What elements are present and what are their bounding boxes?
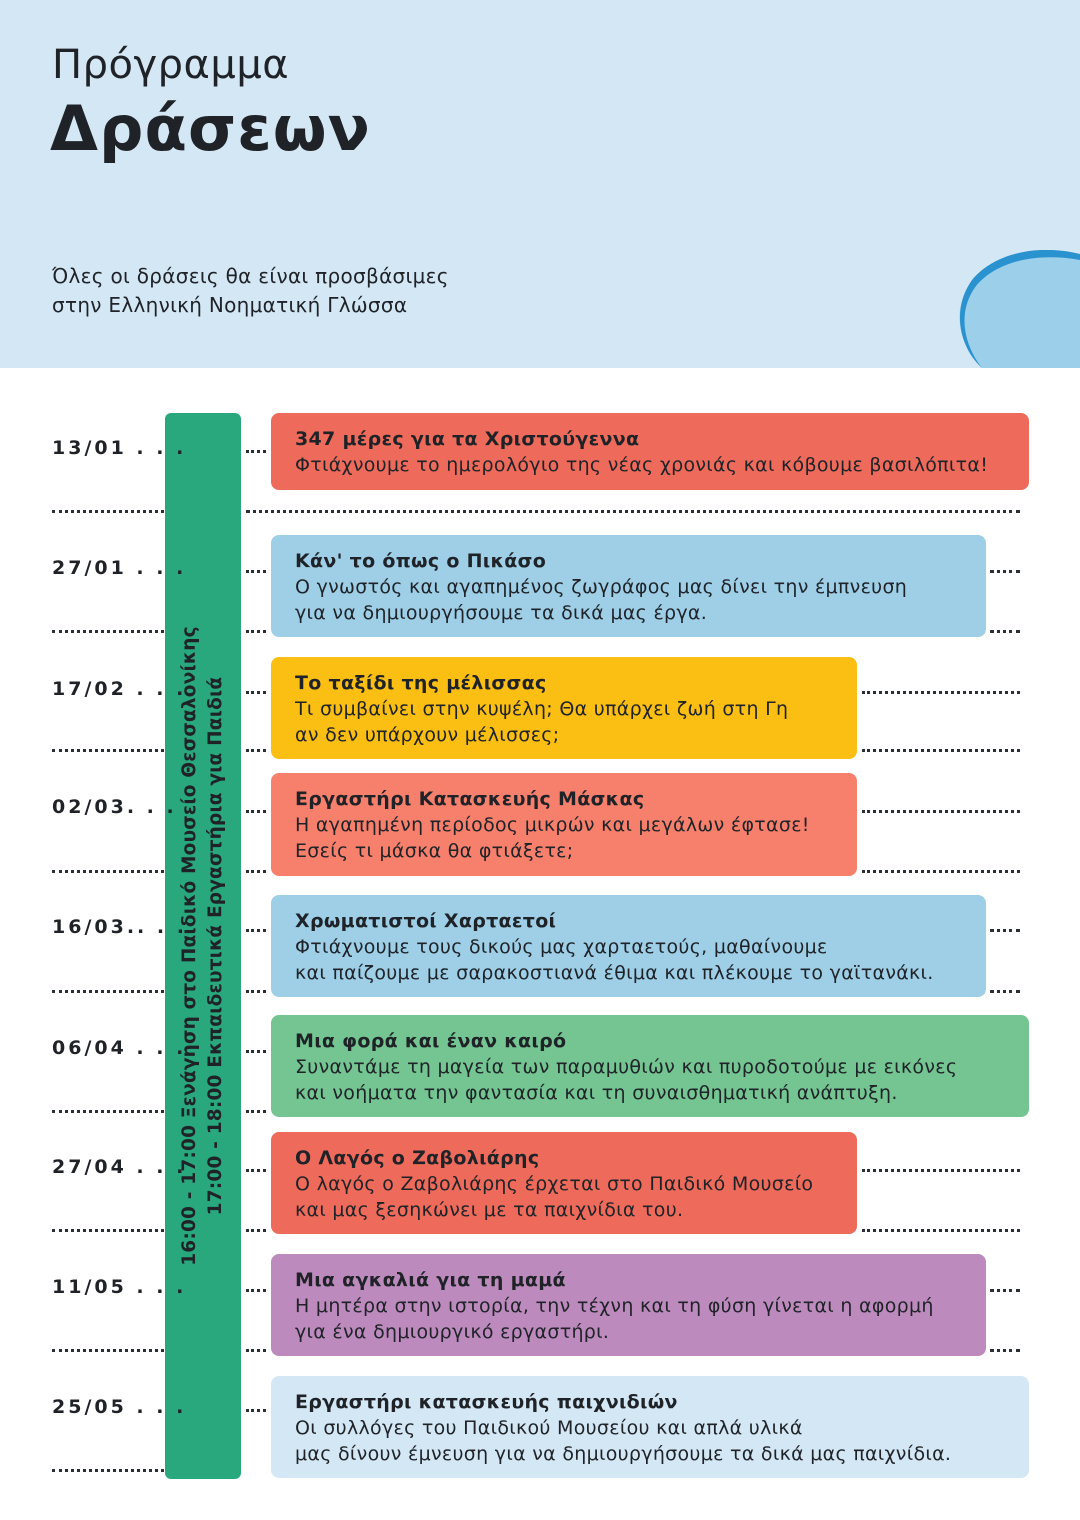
dotted-separator [52,1110,164,1113]
dotted-connector [990,929,1020,932]
subtitle-line2: στην Ελληνική Νοηματική Γλώσσα [52,293,408,317]
dotted-separator [246,1349,266,1352]
dotted-separator [52,870,164,873]
dotted-separator [52,749,164,752]
dotted-separator [52,990,164,993]
event-description: Οι συλλόγες του Παιδικού Μουσείου και απλά υλικά μας δίνουν έμνευση για να δημιουργήσουμε τα δικά μας παιχνίδια. [295,1417,952,1465]
event-card [271,1376,1029,1478]
header-banner [0,0,1080,368]
dotted-connector [862,810,1020,813]
dotted-connector [990,1289,1020,1292]
dotted-separator [52,1229,164,1232]
dotted-connector [246,1050,266,1053]
dotted-separator [52,1349,164,1352]
event-description: Ο λαγός ο Ζαβολιάρης έρχεται στο Παιδικό Μουσείο και μας ξεσηκώνει με τα παιχνίδια του. [295,1173,814,1221]
event-date: 25/05 . . . [52,1396,187,1418]
event-card [271,773,857,876]
dotted-separator [990,990,1020,993]
dotted-separator [990,630,1020,633]
event-date: 06/04 . . . [52,1037,187,1059]
event-title: Ο Λαγός ο Ζαβολιάρης [295,1147,540,1169]
page-title-line2: Δράσεων [50,92,371,165]
dotted-separator [246,749,266,752]
event-title: 347 μέρες για τα Χριστούγεννα [295,428,640,450]
sidebar-line2: 17:00 - 18:00 Εκπαιδευτικά Εργαστήρια για Παιδιά [205,676,226,1216]
dotted-connector [862,691,1020,694]
event-date: 27/01 . . . [52,557,187,579]
event-description: Η μητέρα στην ιστορία, την τέχνη και τη φύση γίνεται η αφορμή για ένα δημιουργικό εργαστήρι. [295,1295,934,1343]
event-date: 02/03. . . [52,796,177,818]
dotted-separator [862,870,1020,873]
page-title-line1: Πρόγραμμα [52,42,290,88]
event-card [271,657,857,759]
event-description: Φτιάχνουμε το ημερολόγιο της νέας χρονιάς και κόβουμε βασιλόπιτα! [295,454,989,476]
event-card [271,413,1029,490]
dotted-connector [246,1409,266,1412]
dotted-separator [862,749,1020,752]
page-curl-decoration [950,250,1080,370]
dotted-connector [990,570,1020,573]
dotted-connector [246,1169,266,1172]
event-description: Τι συμβαίνει στην κυψέλη; Θα υπάρχει ζωή στη Γη αν δεν υπάρχουν μέλισσες; [295,698,789,746]
dotted-separator [52,510,164,513]
dotted-connector [246,570,266,573]
event-card [271,1254,986,1356]
event-title: Εργαστήρι κατασκευής παιχνιδιών [295,1391,678,1413]
event-date: 17/02 . . . [52,678,187,700]
dotted-connector [246,1289,266,1292]
event-date: 11/05 . . . [52,1276,187,1298]
dotted-separator [246,510,1020,513]
dotted-separator [52,1469,164,1472]
dotted-separator [246,870,266,873]
dotted-separator [246,1229,266,1232]
dotted-separator [862,1229,1020,1232]
event-title: Εργαστήρι Κατασκευής Μάσκας [295,788,645,810]
event-card [271,895,986,997]
dotted-connector [246,929,266,932]
sidebar-line1: 16:00 - 17:00 Ξενάγηση στο Παιδικό Μουσείο Θεσσαλονίκης [179,626,200,1266]
event-title: Μια αγκαλιά για τη μαμά [295,1269,566,1291]
dotted-separator [52,630,164,633]
dotted-connector [246,450,266,453]
event-date: 16/03.. . . [52,916,187,938]
dotted-connector [862,1169,1020,1172]
event-title: Κάν' το όπως ο Πικάσο [295,550,547,572]
event-description: Φτιάχνουμε τους δικούς μας χαρταετούς, μαθαίνουμε και παίζουμε με σαρακοστιανά έθιμα και πλέκουμε το γαϊτανάκι. [295,936,934,984]
event-card [271,1015,1029,1117]
event-title: Το ταξίδι της μέλισσας [295,672,547,694]
dotted-separator [246,630,266,633]
dotted-connector [246,691,266,694]
event-title: Χρωματιστοί Χαρταετοί [295,910,557,932]
event-description: Ο γνωστός και αγαπημένος ζωγράφος μας δίνει την έμπνευση για να δημιουργήσουμε τα δικά μας έργα. [295,576,908,624]
event-title: Μια φορά και έναν καιρό [295,1030,567,1052]
event-date: 13/01 . . . [52,437,187,459]
dotted-separator [246,1110,266,1113]
event-card [271,535,986,637]
dotted-separator [246,990,266,993]
event-card [271,1132,857,1234]
event-description: Η αγαπημένη περίοδος μικρών και μεγάλων έφτασε! Εσείς τι μάσκα θα φτιάξετε; [295,814,810,862]
accessibility-note [52,262,449,320]
event-date: 27/04 . . . [52,1156,187,1178]
subtitle-line1: Όλες οι δράσεις θα είναι προσβάσιμες [52,264,449,288]
event-description: Συναντάμε τη μαγεία των παραμυθιών και πυροδοτούμε με εικόνες και νοήματα την φαντασία και τη συναισθηματική ανάπτυξη. [295,1056,958,1104]
dotted-connector [246,810,266,813]
dotted-separator [990,1349,1020,1352]
